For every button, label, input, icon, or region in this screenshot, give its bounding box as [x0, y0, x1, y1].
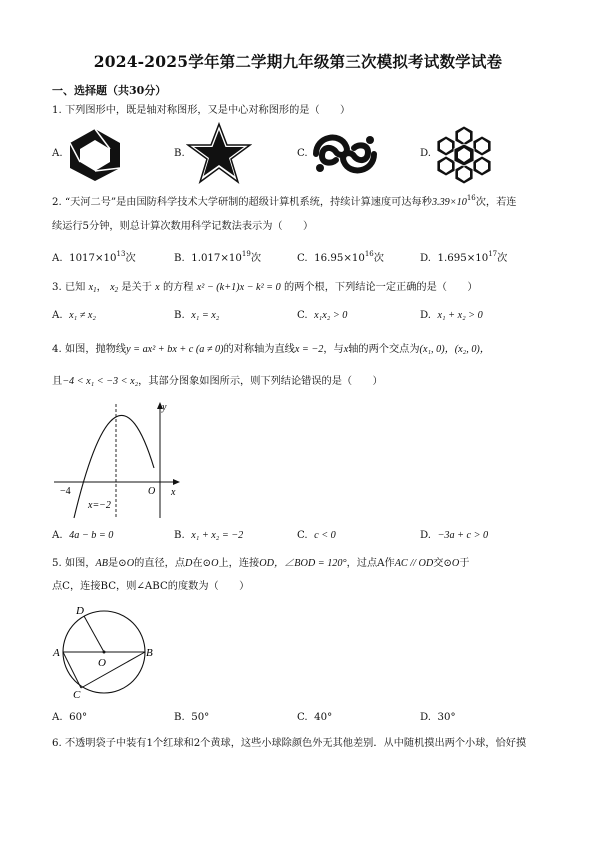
q5-option-b: B. 50°	[174, 712, 210, 723]
q2-option-c: C. $16.95\times 10^{16}$次	[297, 250, 384, 264]
q5-option-d: D. 30°	[420, 712, 456, 723]
q1-option-c-label: C.	[297, 148, 308, 159]
q1-option-a-label: A.	[52, 148, 63, 159]
question-4-line-1: 4. 如图，抛物线y = ax² + bx + c (a ≠ 0)的对称轴为直线x = −2，与x轴的两个交点为(x₁, 0)，(x₂, 0)，	[52, 344, 490, 355]
hexagon-pattern-figure	[432, 126, 496, 184]
page-title: 2024-2025学年第二学期九年级第三次模拟考试数学试卷	[93, 52, 503, 71]
point-d-label: D	[76, 605, 84, 617]
segment-ac	[63, 652, 81, 688]
q2-option-d: D. $1.695\times 10^{17}$次	[420, 250, 508, 264]
question-6-line-1: 6. 不透明袋子中装有1个红球和2个黄球，这些小球除颜色外无其他差别．从中随机摸出两个小球，恰好摸	[52, 738, 527, 749]
q3-option-c: C. x₁x₂ > 0	[297, 310, 348, 321]
point-a-label: A	[53, 647, 60, 659]
q2-option-b: B. $1.017\times 10^{19}$次	[174, 250, 261, 264]
segment-bc	[81, 652, 145, 688]
parabola-graph	[50, 396, 190, 520]
star-figure	[186, 122, 252, 184]
point-o-label: O	[98, 657, 106, 669]
hexagon-frame-figure	[64, 126, 126, 182]
question-3-stem: 3. 已知 $x_1$， $x_2$ 是关于 x 的方程 x² − (k+1)x − k² = 0 的两个根，下列结论一定正确的是（ ）	[52, 282, 478, 294]
q4-option-b: B. x₁ + x₂ = −2	[174, 530, 244, 541]
y-axis-label: y	[162, 402, 167, 413]
q4-option-c: C. c < 0	[297, 530, 336, 541]
question-4-line-2: 且−4 < x₁ < −3 < x₂，其部分图象如图所示，则下列结论错误的是（ ）	[52, 376, 383, 387]
parabola-curve	[74, 415, 154, 518]
q4-option-a: A. 4a − b = 0	[52, 530, 114, 541]
tick-label-neg4: −4	[60, 486, 71, 497]
q3-option-b: B. x₁ = x₂	[174, 310, 220, 321]
point-b-label: B	[146, 647, 153, 659]
symmetry-axis-label: x=−2	[88, 500, 111, 511]
x-axis-label: x	[171, 487, 176, 498]
section-heading: 一、选择题（共30分）	[52, 84, 167, 97]
cloud-swirl-figure	[310, 128, 380, 180]
circle-figure	[50, 600, 160, 700]
question-5-line-2: 点C，连接BC，则∠ABC的度数为（ ）	[52, 581, 250, 592]
point-c-label: C	[73, 689, 81, 700]
origin-label: O	[148, 486, 156, 497]
q5-option-c: C. 40°	[297, 712, 333, 723]
q4-option-d: D. −3a + c > 0	[420, 530, 489, 541]
question-2-line-1: 2. “天河二号”是由国防科学技术大学研制的超级计算机系统，持续计算速度可达每秒$3.39\times 10^{16}$次，若连	[52, 194, 517, 208]
q1-option-b-label: B.	[174, 148, 185, 159]
segment-od	[84, 616, 104, 652]
q2-option-a: A. $1017\times 10^{13}$次	[52, 250, 136, 264]
q3-option-a: A. x₁ ≠ x₂	[52, 310, 96, 321]
q1-option-d-label: D.	[420, 148, 432, 159]
q5-option-a: A. 60°	[52, 712, 88, 723]
question-1-stem: 1. 下列图形中，既是轴对称图形，又是中心对称图形的是（ ）	[52, 105, 351, 116]
question-5-line-1: 5. 如图，AB是⊙O的直径，点D在⊙O上，连接OD，∠BOD = 120°，过点A作AC // OD交⊙O于	[52, 558, 470, 569]
question-2-line-2: 续运行5分钟，则总计算次数用科学记数法表示为（ ）	[52, 221, 314, 232]
q3-option-d: D. x₁ + x₂ > 0	[420, 310, 483, 321]
